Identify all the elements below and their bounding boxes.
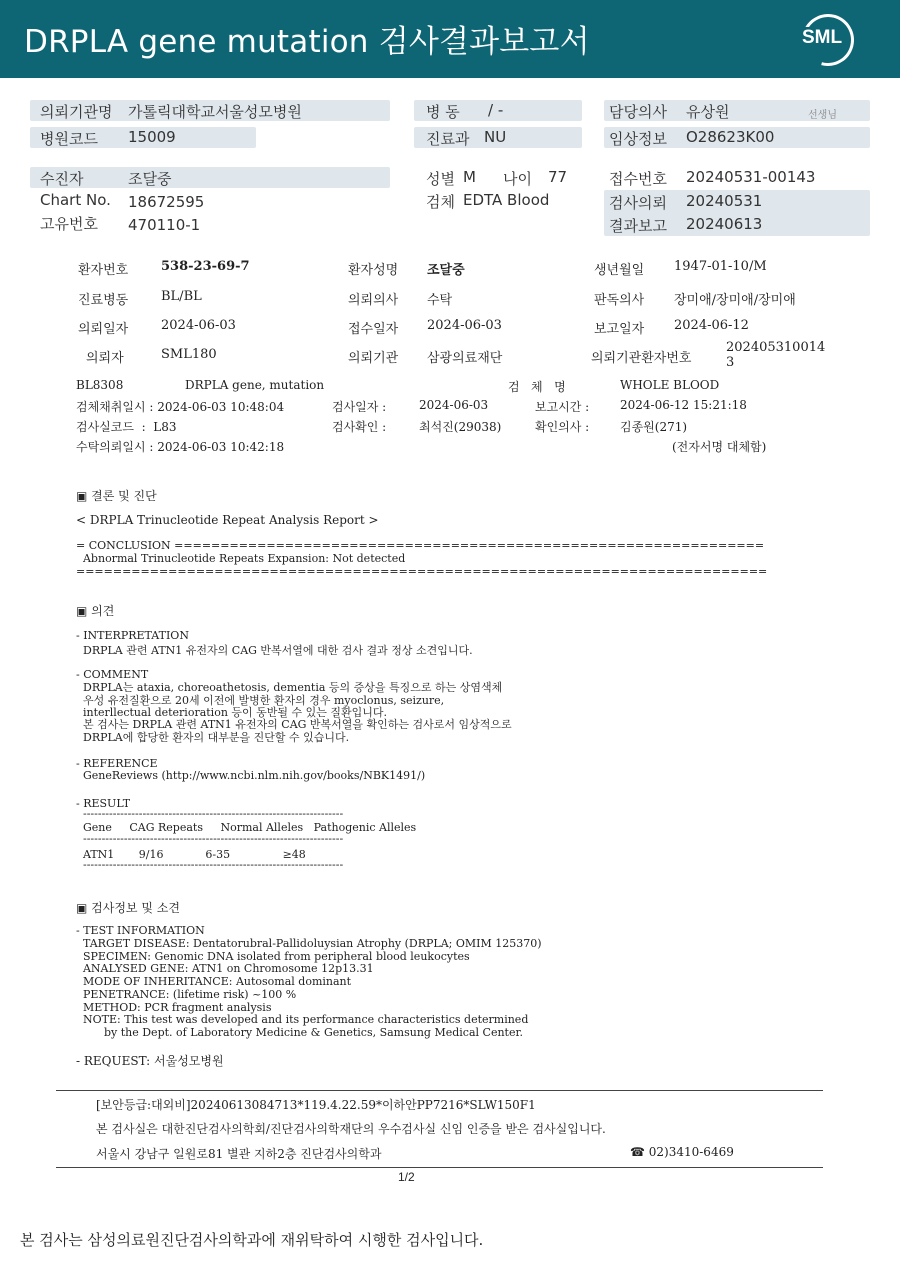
conclusion-line3: =========================================================================== <box>76 565 768 578</box>
certification-line: 본 검사실은 대한진단검사의학회/진단검사의학재단의 우수검사실 신임 인증을 받은 검사실입니다. <box>96 1122 606 1136</box>
r4-value1: SML180 <box>161 347 217 362</box>
r3-label1: 의뢰일자 <box>78 322 129 337</box>
inst-value: 가톨릭대학교서울성모병원 <box>128 103 302 121</box>
reference-heading: - REFERENCE <box>76 757 158 770</box>
dept-value: NU <box>484 128 507 146</box>
confirm-value: 최석진(29038) <box>419 420 502 434</box>
page-number: 1/2 <box>398 1170 415 1184</box>
r1-value3: 1947-01-10/M <box>674 259 767 274</box>
r1-label2: 환자성명 <box>348 263 399 278</box>
recv-value: 20240531-00143 <box>686 168 816 186</box>
clinical-value: O28623K00 <box>686 128 775 146</box>
report-subtitle: < DRPLA Trinucleotide Repeat Analysis Report > <box>76 513 379 527</box>
report-time-label: 보고시간 : <box>535 400 590 414</box>
doctor-suffix: 선생님 <box>808 110 837 121</box>
r2-label3: 판독의사 <box>594 293 645 308</box>
report-title: DRPLA gene mutation 검사결과보고서 <box>24 24 590 60</box>
report-value: 20240613 <box>686 215 763 233</box>
r4-label2: 의뢰기관 <box>348 351 399 366</box>
r4-value3: 202405310014 <box>726 340 826 355</box>
result-table-row: ATN1 9/16 6-35 ≥48 <box>76 848 306 861</box>
footer-rule-top <box>56 1090 823 1091</box>
patient-label: 수진자 <box>40 170 84 188</box>
chart-value: 18672595 <box>128 193 205 211</box>
security-line: [보안등급:대외비]20240613084713*119.4.22.59*이하안PP7216*SLW150F1 <box>96 1098 536 1112</box>
inst-label: 의뢰기관명 <box>40 103 113 121</box>
chart-label: Chart No. <box>40 191 111 209</box>
clinical-label: 임상정보 <box>609 130 667 148</box>
testinfo-target: TARGET DISEASE: Dentatorubral-Pallidoluysian Atrophy (DRPLA; OMIM 125370) <box>76 937 542 950</box>
logo-text: SML <box>802 27 843 48</box>
spec-value: WHOLE BLOOD <box>620 378 720 392</box>
r1-label1: 환자번호 <box>78 263 129 278</box>
doctor-confirm-value: 김종원(271) <box>620 420 688 434</box>
consignment-note: 본 검사는 삼성의료원진단검사의학과에 재위탁하여 시행한 검사입니다. <box>20 1231 484 1249</box>
result-table-header: Gene CAG Repeats Normal Alleles Pathogenic Alleles <box>76 821 417 834</box>
result-rule-top: ---------------------------------------------------------------------- <box>76 807 344 820</box>
r3-label3: 보고일자 <box>594 322 645 337</box>
r2-value1: BL/BL <box>161 289 202 304</box>
r3-value3: 2024-06-12 <box>674 318 749 333</box>
doctor-label: 담당의사 <box>609 103 667 121</box>
address-line: 서울시 강남구 일원로81 별관 지하2층 진단검사의학과 <box>96 1147 382 1161</box>
r4-value3-cont: 3 <box>726 355 735 370</box>
collect-time: 검체채취일시 : 2024-06-03 10:48:04 <box>76 400 285 414</box>
comment-line3: interllectual deterioration 등이 동반될 수 있는 질환입니다. <box>76 706 388 719</box>
specimen-value: EDTA Blood <box>463 191 550 209</box>
r3-label2: 접수일자 <box>348 322 399 337</box>
age-label: 나이 <box>503 170 532 188</box>
r2-value3: 장미애/장미애/장미애 <box>674 293 796 308</box>
testinfo-inheritance: MODE OF INHERITANCE: Autosomal dominant <box>76 975 352 988</box>
comment-line1: DRPLA는 ataxia, choreoathetosis, dementia 등의 증상을 특징으로 하는 상염색체 <box>76 681 503 694</box>
r1-label3: 생년월일 <box>594 263 645 278</box>
testinfo-specimen: SPECIMEN: Genomic DNA isolated from peripheral blood leukocytes <box>76 950 470 963</box>
sex-label: 성별 <box>426 170 455 188</box>
testinfo-gene: ANALYSED GENE: ATN1 on Chromosome 12p13.31 <box>76 962 374 975</box>
conclusion-result: Abnormal Trinucleotide Repeats Expansion: Not detected <box>76 552 406 565</box>
testinfo-note-cont: by the Dept. of Laboratory Medicine & Genetics, Samsung Medical Center. <box>76 1026 524 1039</box>
recv-label: 접수번호 <box>609 170 667 188</box>
age-value: 77 <box>548 168 568 186</box>
section-testinfo-title: ▣ 검사정보 및 소견 <box>76 901 180 915</box>
conclusion-line1: = CONCLUSION ================================================================ <box>76 539 765 552</box>
patient-value: 조달중 <box>128 170 172 188</box>
patient-box <box>30 167 390 188</box>
test-code: BL8308 <box>76 378 124 392</box>
r4-value2: 삼광의료재단 <box>427 351 503 366</box>
r3-value2: 2024-06-03 <box>427 318 502 333</box>
testinfo-heading: - TEST INFORMATION <box>76 924 205 937</box>
ward-value: / - <box>488 101 504 119</box>
code-label: 병원코드 <box>40 130 98 148</box>
sml-logo <box>798 12 856 66</box>
report-header <box>0 0 900 78</box>
req-value: 20240531 <box>686 192 763 210</box>
r1-value1: 538-23-69-7 <box>161 259 250 274</box>
e-signature: (전자서명 대체함) <box>672 440 767 454</box>
code-value: 15009 <box>128 128 176 146</box>
report-time-value: 2024-06-12 15:21:18 <box>620 398 747 412</box>
r1-value2: 조달중 <box>427 263 465 278</box>
report-label: 결과보고 <box>609 217 667 235</box>
testinfo-penetrance: PENETRANCE: (lifetime risk) ~100 % <box>76 988 297 1001</box>
consign-time: 수탁의뢰일시 : 2024-06-03 10:42:18 <box>76 440 285 454</box>
comment-line4: 본 검사는 DRPLA 관련 ATN1 유전자의 CAG 반복서열을 확인하는 검사로서 임상적으로 <box>76 718 512 731</box>
phone-line: ☎ 02)3410-6469 <box>630 1145 734 1159</box>
r4-label3: 의뢰기관환자번호 <box>591 351 692 366</box>
dept-label: 진료과 <box>426 130 470 148</box>
footer-rule-bottom <box>56 1167 823 1168</box>
result-heading: - RESULT <box>76 797 131 810</box>
confirm-label: 검사확인 : <box>332 420 387 434</box>
r2-label2: 의뢰의사 <box>348 293 399 308</box>
r4-label1: 의뢰자 <box>86 351 124 366</box>
spec-label: 검 체 명 <box>508 380 566 394</box>
interp-text: DRPLA 관련 ATN1 유전자의 CAG 반복서열에 대한 검사 결과 정상 소견입니다. <box>76 644 473 657</box>
request-line: - REQUEST: 서울성모병원 <box>76 1054 224 1068</box>
section-opinion-title: ▣ 의견 <box>76 604 115 618</box>
r2-label1: 진료병동 <box>78 293 129 308</box>
doctor-confirm-label: 확인의사 : <box>535 420 590 434</box>
comment-line5: DRPLA에 합당한 환자의 대부분을 진단할 수 있습니다. <box>76 731 350 744</box>
comment-heading: - COMMENT <box>76 668 149 681</box>
specimen-label: 검체 <box>426 193 455 211</box>
uid-label: 고유번호 <box>40 215 98 233</box>
section-conclusion-title: ▣ 결론 및 진단 <box>76 489 157 503</box>
test-date-value: 2024-06-03 <box>419 398 489 412</box>
sex-value: M <box>463 168 476 186</box>
testinfo-method: METHOD: PCR fragment analysis <box>76 1001 272 1014</box>
testinfo-note: NOTE: This test was developed and its performance characteristics determined <box>76 1013 529 1026</box>
comment-line2: 우성 유전질환으로 20세 이전에 발병한 환자의 경우 myoclonus, seizure, <box>76 694 445 707</box>
doctor-value: 유상원 <box>686 103 730 121</box>
test-name: DRPLA gene, mutation <box>185 378 325 392</box>
lab-code: 검사실코드 : L83 <box>76 420 177 434</box>
interp-heading: - INTERPRETATION <box>76 629 189 642</box>
req-label: 검사의뢰 <box>609 194 667 212</box>
uid-value: 470110-1 <box>128 216 201 234</box>
r2-value2: 수탁 <box>427 293 453 308</box>
result-rule-bottom: ---------------------------------------------------------------------- <box>76 858 344 871</box>
reference-link[interactable]: GeneReviews (http://www.ncbi.nlm.nih.gov/books/NBK1491/) <box>76 769 426 782</box>
ward-label: 병 동 <box>426 103 460 121</box>
r3-value1: 2024-06-03 <box>161 318 236 333</box>
test-date-label: 검사일자 : <box>332 400 387 414</box>
result-rule-mid: ---------------------------------------------------------------------- <box>76 832 344 845</box>
